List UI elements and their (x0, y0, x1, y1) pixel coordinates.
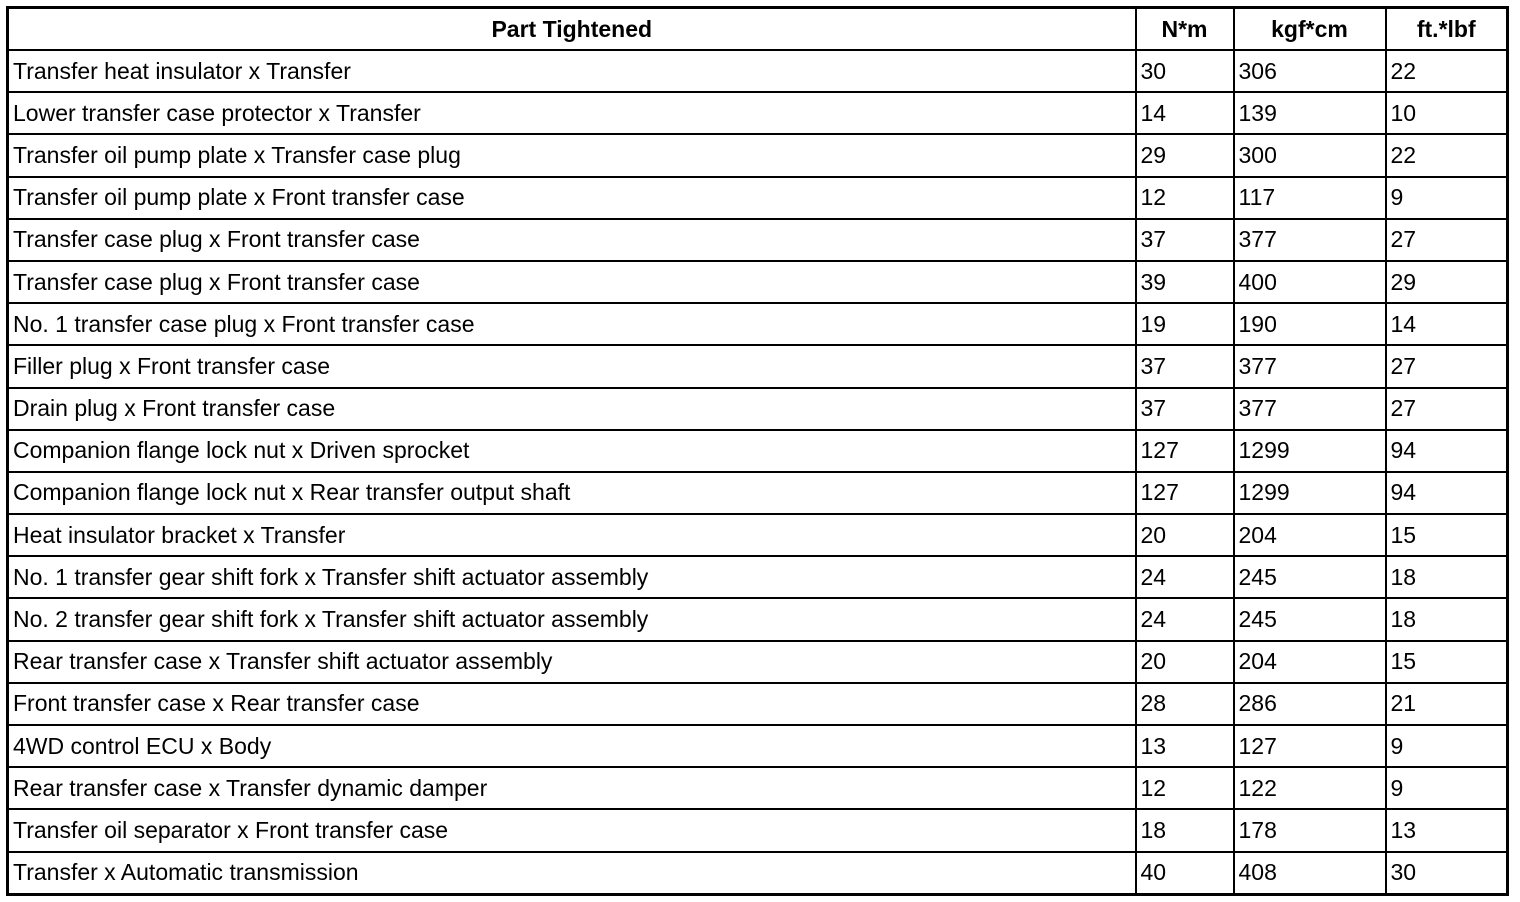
cell-ft-lbf: 27 (1386, 219, 1508, 261)
table-row (8, 641, 1508, 683)
table-row (8, 345, 1508, 387)
cell-kgf-cm: 377 (1234, 219, 1386, 261)
table-row (8, 809, 1508, 851)
cell-part-tightened: Companion flange lock nut x Rear transfer output shaft (8, 472, 1136, 514)
cell-kgf-cm: 377 (1234, 388, 1386, 430)
cell-kgf-cm: 245 (1234, 556, 1386, 598)
cell-part-tightened: Transfer oil pump plate x Front transfer case (8, 177, 1136, 219)
cell-ft-lbf: 18 (1386, 598, 1508, 640)
cell-ft-lbf: 27 (1386, 388, 1508, 430)
cell-part-tightened: Heat insulator bracket x Transfer (8, 514, 1136, 556)
cell-nm: 24 (1136, 556, 1234, 598)
cell-kgf-cm: 306 (1234, 50, 1386, 92)
cell-nm: 24 (1136, 598, 1234, 640)
cell-ft-lbf: 15 (1386, 641, 1508, 683)
table-row (8, 472, 1508, 514)
cell-nm: 127 (1136, 472, 1234, 514)
cell-nm: 127 (1136, 430, 1234, 472)
header-ft-lbf: ft.*lbf (1386, 8, 1508, 51)
cell-nm: 37 (1136, 219, 1234, 261)
table-row (8, 303, 1508, 345)
cell-kgf-cm: 1299 (1234, 472, 1386, 514)
cell-ft-lbf: 29 (1386, 261, 1508, 303)
header-kgf-cm: kgf*cm (1234, 8, 1386, 51)
cell-part-tightened: Front transfer case x Rear transfer case (8, 683, 1136, 725)
cell-ft-lbf: 21 (1386, 683, 1508, 725)
table-row (8, 134, 1508, 176)
table-row (8, 725, 1508, 767)
cell-nm: 13 (1136, 725, 1234, 767)
cell-part-tightened: Transfer case plug x Front transfer case (8, 219, 1136, 261)
cell-nm: 20 (1136, 641, 1234, 683)
cell-nm: 14 (1136, 92, 1234, 134)
table-row (8, 556, 1508, 598)
table-row (8, 598, 1508, 640)
cell-nm: 19 (1136, 303, 1234, 345)
cell-part-tightened: Drain plug x Front transfer case (8, 388, 1136, 430)
cell-ft-lbf: 9 (1386, 767, 1508, 809)
cell-ft-lbf: 30 (1386, 852, 1508, 895)
cell-ft-lbf: 13 (1386, 809, 1508, 851)
cell-kgf-cm: 400 (1234, 261, 1386, 303)
header-nm: N*m (1136, 8, 1234, 51)
table-row (8, 514, 1508, 556)
cell-nm: 37 (1136, 345, 1234, 387)
cell-ft-lbf: 27 (1386, 345, 1508, 387)
cell-part-tightened: Transfer case plug x Front transfer case (8, 261, 1136, 303)
table-row (8, 219, 1508, 261)
cell-ft-lbf: 18 (1386, 556, 1508, 598)
cell-ft-lbf: 9 (1386, 725, 1508, 767)
torque-spec-table-container (6, 6, 1506, 896)
cell-kgf-cm: 127 (1234, 725, 1386, 767)
cell-kgf-cm: 300 (1234, 134, 1386, 176)
cell-nm: 29 (1136, 134, 1234, 176)
cell-part-tightened: No. 1 transfer case plug x Front transfer case (8, 303, 1136, 345)
cell-kgf-cm: 190 (1234, 303, 1386, 345)
table-row (8, 388, 1508, 430)
cell-kgf-cm: 408 (1234, 852, 1386, 895)
cell-ft-lbf: 14 (1386, 303, 1508, 345)
cell-part-tightened: Filler plug x Front transfer case (8, 345, 1136, 387)
cell-ft-lbf: 22 (1386, 134, 1508, 176)
table-row (8, 767, 1508, 809)
cell-kgf-cm: 139 (1234, 92, 1386, 134)
cell-nm: 39 (1136, 261, 1234, 303)
table-row (8, 683, 1508, 725)
cell-kgf-cm: 1299 (1234, 430, 1386, 472)
cell-kgf-cm: 178 (1234, 809, 1386, 851)
table-row (8, 852, 1508, 895)
table-row (8, 92, 1508, 134)
torque-spec-table (6, 6, 1509, 896)
cell-nm: 30 (1136, 50, 1234, 92)
table-row (8, 261, 1508, 303)
cell-nm: 20 (1136, 514, 1234, 556)
cell-ft-lbf: 9 (1386, 177, 1508, 219)
cell-kgf-cm: 117 (1234, 177, 1386, 219)
cell-part-tightened: Companion flange lock nut x Driven sprocket (8, 430, 1136, 472)
cell-ft-lbf: 10 (1386, 92, 1508, 134)
cell-nm: 28 (1136, 683, 1234, 725)
cell-part-tightened: No. 2 transfer gear shift fork x Transfer shift actuator assembly (8, 598, 1136, 640)
cell-ft-lbf: 94 (1386, 430, 1508, 472)
cell-ft-lbf: 94 (1386, 472, 1508, 514)
cell-part-tightened: No. 1 transfer gear shift fork x Transfer shift actuator assembly (8, 556, 1136, 598)
cell-part-tightened: 4WD control ECU x Body (8, 725, 1136, 767)
cell-kgf-cm: 204 (1234, 641, 1386, 683)
cell-nm: 37 (1136, 388, 1234, 430)
cell-nm: 18 (1136, 809, 1234, 851)
cell-kgf-cm: 245 (1234, 598, 1386, 640)
cell-part-tightened: Transfer oil separator x Front transfer case (8, 809, 1136, 851)
cell-nm: 12 (1136, 767, 1234, 809)
cell-part-tightened: Transfer x Automatic transmission (8, 852, 1136, 895)
table-row (8, 430, 1508, 472)
cell-part-tightened: Rear transfer case x Transfer dynamic damper (8, 767, 1136, 809)
header-part-tightened: Part Tightened (8, 8, 1136, 51)
cell-part-tightened: Transfer oil pump plate x Transfer case plug (8, 134, 1136, 176)
cell-ft-lbf: 15 (1386, 514, 1508, 556)
table-row (8, 177, 1508, 219)
cell-kgf-cm: 204 (1234, 514, 1386, 556)
cell-part-tightened: Transfer heat insulator x Transfer (8, 50, 1136, 92)
table-row (8, 50, 1508, 92)
cell-kgf-cm: 122 (1234, 767, 1386, 809)
cell-kgf-cm: 286 (1234, 683, 1386, 725)
cell-kgf-cm: 377 (1234, 345, 1386, 387)
cell-ft-lbf: 22 (1386, 50, 1508, 92)
table-header-row (8, 8, 1508, 51)
cell-part-tightened: Rear transfer case x Transfer shift actuator assembly (8, 641, 1136, 683)
cell-nm: 40 (1136, 852, 1234, 895)
cell-part-tightened: Lower transfer case protector x Transfer (8, 92, 1136, 134)
cell-nm: 12 (1136, 177, 1234, 219)
